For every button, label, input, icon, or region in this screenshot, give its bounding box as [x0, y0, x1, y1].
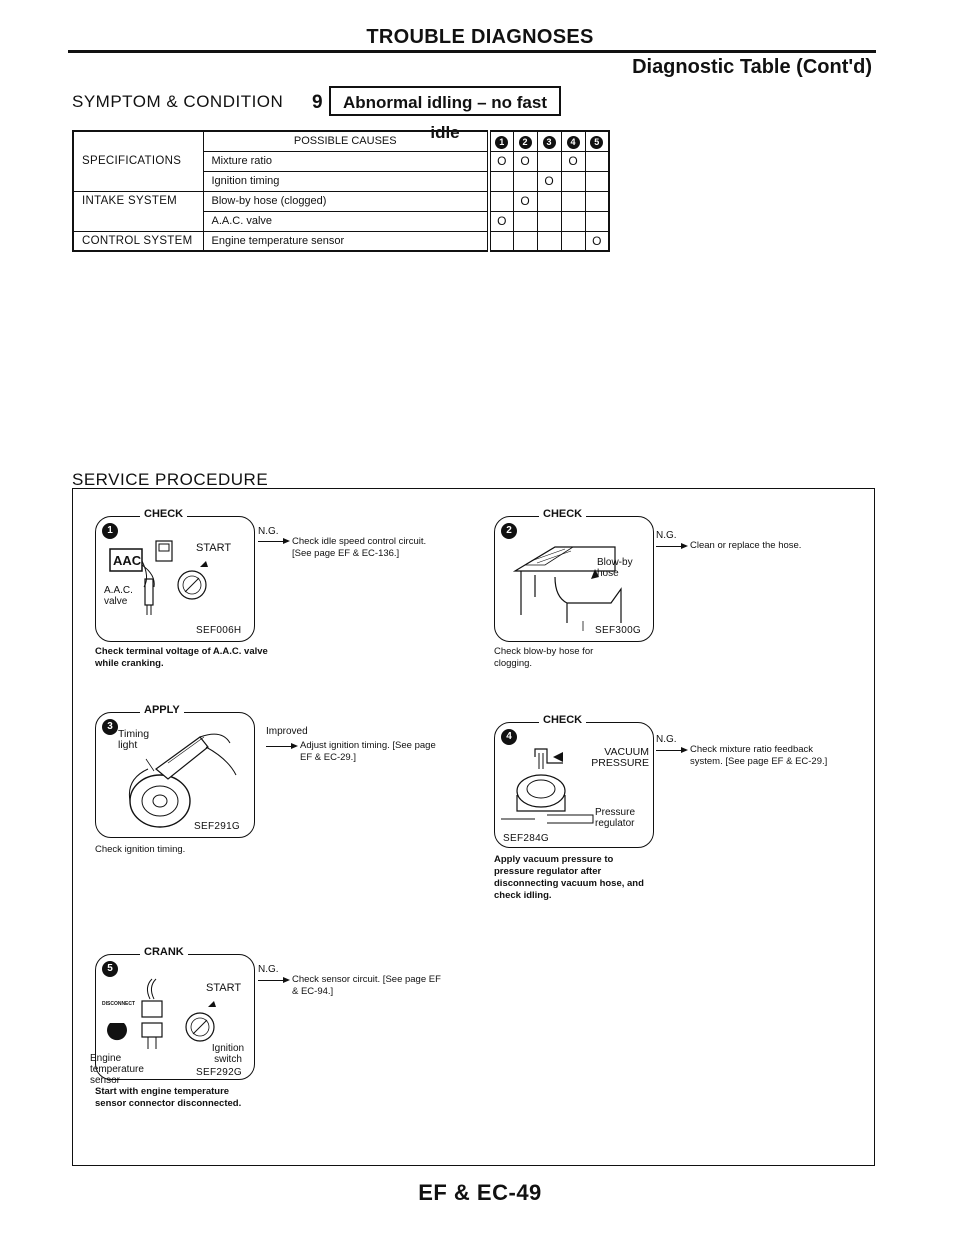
mark-cell	[585, 171, 609, 191]
step-4-caption: Apply vacuum pressure to pressure regulator after disconnecting vacuum hose, and check idling.	[494, 854, 644, 901]
step-col-2	[513, 131, 537, 151]
page-header: TROUBLE DIAGNOSES	[366, 26, 594, 48]
mark-cell	[585, 151, 609, 171]
table-row	[73, 231, 609, 251]
step-1-caption: Check terminal voltage of A.A.C. valve while cranking.	[95, 646, 268, 669]
step-3-action: Adjust ignition timing. [See page EF & EC-29.]	[300, 740, 436, 763]
mark-cell: O	[585, 231, 609, 251]
start-label: START	[206, 982, 242, 994]
step-number-5: 5	[590, 136, 603, 149]
service-procedure-title: SERVICE PROCEDURE	[72, 470, 269, 489]
step-2-arrow	[656, 546, 686, 547]
page-number: EF & EC-49	[418, 1180, 542, 1205]
table-row	[73, 211, 609, 231]
figure-code: SEF291G	[194, 821, 241, 832]
step-number-1: 1	[495, 136, 508, 149]
cause-cell: Ignition timing	[203, 171, 489, 191]
mark-cell	[585, 191, 609, 211]
step-3-title: APPLY	[140, 704, 184, 716]
step-5-arrow	[258, 980, 288, 981]
vacuum-pressure-label: VACUUM PRESSURE	[591, 746, 649, 769]
step-col-3	[537, 131, 561, 151]
figure-code: SEF292G	[196, 1067, 243, 1078]
mark-cell: O	[513, 151, 537, 171]
step-4-result: N.G.	[656, 734, 677, 745]
step-2-caption: Check blow-by hose for clogging.	[494, 646, 594, 669]
mark-cell	[489, 191, 513, 211]
group-cell	[73, 211, 203, 231]
blow-by-hose-label: Blow-by hose	[597, 557, 633, 579]
step-1-number: 1	[102, 523, 118, 539]
mark-cell: O	[489, 211, 513, 231]
group-cell: SPECIFICATIONS	[73, 151, 203, 171]
step-5-number: 5	[102, 961, 118, 977]
step-2-result: N.G.	[656, 530, 677, 541]
step-1-action: Check idle speed control circuit. [See page EF & EC-136.]	[292, 536, 427, 559]
step-col-4	[561, 131, 585, 151]
mark-cell	[537, 191, 561, 211]
step-number-4: 4	[567, 136, 580, 149]
step-col-5	[585, 131, 609, 151]
cause-cell: Mixture ratio	[203, 151, 489, 171]
step-3-number: 3	[102, 719, 118, 735]
symptom-box: Abnormal idling – no fast idle	[329, 86, 561, 116]
step-5-caption: Start with engine temperature sensor connector disconnected.	[95, 1086, 242, 1109]
start-label: START	[196, 542, 232, 554]
step-3-result: Improved	[266, 726, 308, 737]
cause-cell: Blow-by hose (clogged)	[203, 191, 489, 211]
pressure-regulator-label: Pressure regulator	[595, 807, 636, 829]
step-5-title: CRANK	[140, 946, 188, 958]
mark-cell	[489, 171, 513, 191]
step-3-arrow	[266, 746, 296, 747]
mark-cell	[513, 171, 537, 191]
step-5-result: N.G.	[258, 964, 279, 975]
table-corner-cell	[73, 131, 203, 151]
table-row	[73, 151, 609, 171]
step-number-2: 2	[519, 136, 532, 149]
symptom-label: SYMPTOM & CONDITION	[72, 92, 284, 111]
step-2-title: CHECK	[539, 508, 586, 520]
mark-cell	[513, 211, 537, 231]
aac-label: AAC	[113, 553, 142, 568]
figure-code: SEF300G	[595, 625, 642, 636]
aac-valve-label: A.A.C. valve	[104, 585, 133, 607]
header-rule	[68, 50, 876, 53]
step-1-arrow	[258, 541, 288, 542]
possible-causes-header: POSSIBLE CAUSES	[203, 131, 489, 151]
mark-cell	[561, 211, 585, 231]
disconnect-label: DISCONNECT	[102, 1001, 136, 1007]
step-1-title: CHECK	[140, 508, 187, 520]
step-number-3: 3	[543, 136, 556, 149]
step-4-figure	[494, 714, 654, 848]
step-2-figure	[494, 508, 654, 642]
page-subheader: Diagnostic Table (Cont'd)	[632, 56, 872, 78]
mark-cell	[561, 231, 585, 251]
mark-cell	[537, 231, 561, 251]
step-col-1	[489, 131, 513, 151]
mark-cell	[537, 151, 561, 171]
cause-cell: A.A.C. valve	[203, 211, 489, 231]
step-4-title: CHECK	[539, 714, 586, 726]
mark-cell: O	[561, 151, 585, 171]
table-row	[73, 191, 609, 211]
mark-cell	[561, 171, 585, 191]
mark-cell: O	[513, 191, 537, 211]
mark-cell	[537, 211, 561, 231]
table-header-row	[73, 131, 609, 151]
mark-cell: O	[537, 171, 561, 191]
timing-light-label: Timing light	[118, 728, 150, 751]
step-5-figure	[90, 946, 255, 1086]
group-cell: CONTROL SYSTEM	[73, 231, 203, 251]
step-1-result: N.G.	[258, 526, 279, 537]
mark-cell	[585, 211, 609, 231]
step-5-action: Check sensor circuit. [See page EF & EC-94.]	[292, 974, 441, 997]
step-1-figure	[95, 508, 255, 642]
step-3-caption: Check ignition timing.	[95, 844, 186, 855]
symptom-number: 9	[312, 92, 323, 113]
mark-cell	[561, 191, 585, 211]
group-cell: INTAKE SYSTEM	[73, 191, 203, 211]
step-3-figure	[95, 704, 255, 838]
step-4-arrow	[656, 750, 686, 751]
figure-code: SEF284G	[503, 833, 550, 844]
step-4-action: Check mixture ratio feedback system. [See page EF & EC-29.]	[690, 744, 828, 767]
table-row	[73, 171, 609, 191]
diagnostic-table	[72, 130, 610, 252]
mark-cell	[489, 231, 513, 251]
engine-temperature-sensor-label: Engine temperature sensor	[90, 1053, 144, 1086]
mark-cell: O	[489, 151, 513, 171]
figure-code: SEF006H	[196, 625, 242, 636]
mark-cell	[513, 231, 537, 251]
cause-cell: Engine temperature sensor	[203, 231, 489, 251]
pressure-regulator-icon	[495, 723, 655, 849]
step-2-number: 2	[501, 523, 517, 539]
group-cell	[73, 171, 203, 191]
step-2-action: Clean or replace the hose.	[690, 540, 802, 551]
step-4-number: 4	[501, 729, 517, 745]
ignition-switch-label: Ignition switch	[211, 1043, 245, 1065]
